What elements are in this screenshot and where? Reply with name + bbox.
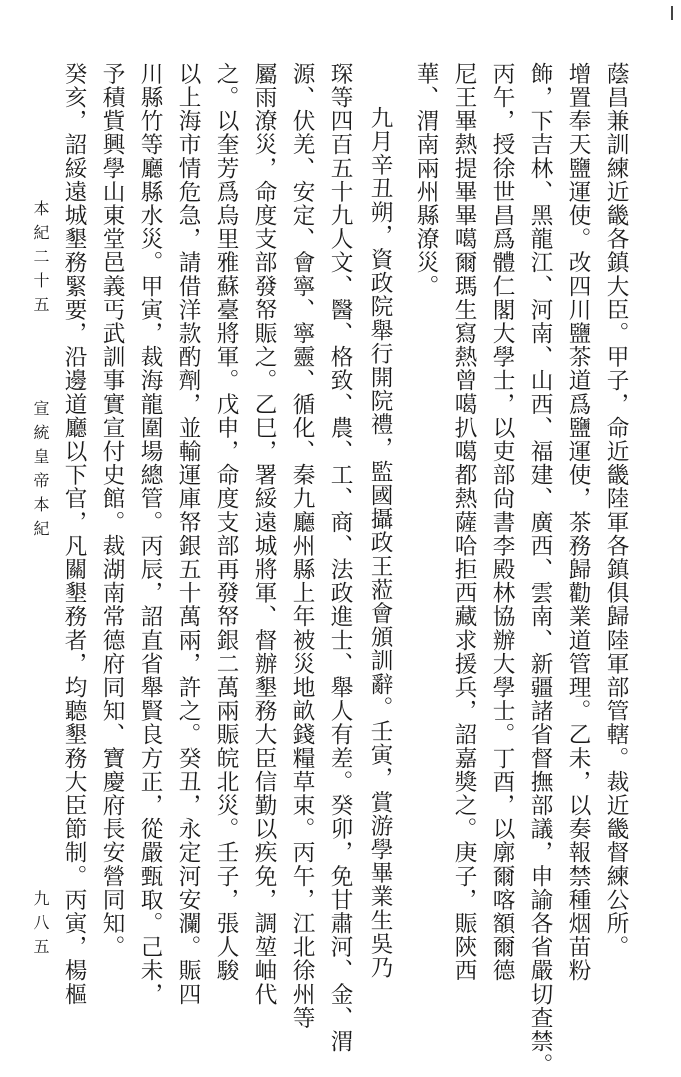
text-column-2: 增置奉天鹽運使。改四川鹽茶道爲鹽運使，茶務歸勸業道管理。乙未，以奏報禁種烟苗粉 xyxy=(565,62,591,983)
text-column-11: 之。以奎芳爲烏里雅蘇臺將軍。戊申，命度支部再發帑銀二萬兩賑皖北災。壬子，張人駿 xyxy=(213,62,239,983)
text-column-13: 川縣竹等廳縣水災。甲寅，裁海龍圍場總管。丙辰，詔直省舉賢良方正，從嚴甄取。己未， xyxy=(137,62,163,1006)
page-corner-mark xyxy=(663,6,673,20)
text-column-5: 尼王畢熱提畢畢噶爾瑪生寫熱曾噶扒噶都熱薩哈拒西藏求援兵，詔嘉獎之。庚子，賑陝西 xyxy=(451,62,477,983)
text-column-8: 琛等四百五十九人文、醫、格致、農、工、商、法政進士、舉人有差。癸卯，免甘肅河、金、渭 xyxy=(327,62,353,1054)
text-column-3: 飾，下吉林、黑龍江、河南、山西、福建、廣西、雲南、新疆諸省督撫部議，申諭各省嚴切查禁。 xyxy=(527,62,553,1077)
text-column-14: 予積貲興學山東堂邑義丐武訓事實宣付史館。裁湖南常德府同知、寶慶府長安營同知。 xyxy=(99,62,125,959)
text-column-9: 源、伏羌、安定、會寧、寧靈、循化、秦九廳州縣上年被災地畝錢糧草束。丙午，江北徐州等 xyxy=(289,62,315,1030)
text-column-7: 九月辛丑朔，資政院舉行開院禮，監國攝政王蒞會頒訓辭。壬寅，賞游學畢業生吳乃 xyxy=(367,106,393,980)
footer-volume: 本紀二十五 xyxy=(31,200,50,320)
footer-page-number: 九八五 xyxy=(31,890,50,962)
text-column-6: 華、渭南兩州縣潦災。 xyxy=(413,62,439,298)
footer-chapter: 宣統皇帝本紀 xyxy=(31,400,50,544)
text-column-10: 屬雨潦災，命度支部發帑賑之。乙巳，署綏遠城將軍、督辦墾務大臣信勤以疾免，調堃岫代 xyxy=(251,62,277,1006)
text-column-1: 蔭昌兼訓練近畿各鎮大臣。甲子，命近畿陸軍各鎮俱歸陸軍部管轄。裁近畿督練公所。 xyxy=(603,62,629,959)
text-column-12: 以上海市情危急，請借洋款酌劑，並輸運庫帑銀五十萬兩，許之。癸丑，永定河安瀾。賑四 xyxy=(175,62,201,1006)
text-column-4: 丙午，授徐世昌爲體仁閣大學士，以吏部尙書李殿林協辦大學士。丁酉，以廓爾喀額爾德 xyxy=(489,62,515,983)
text-column-15: 癸亥，詔綏遠城墾務緊要，沿邊道廳以下官，凡關墾務者，均聽墾務大臣節制。丙寅，楊樞 xyxy=(61,62,87,1006)
